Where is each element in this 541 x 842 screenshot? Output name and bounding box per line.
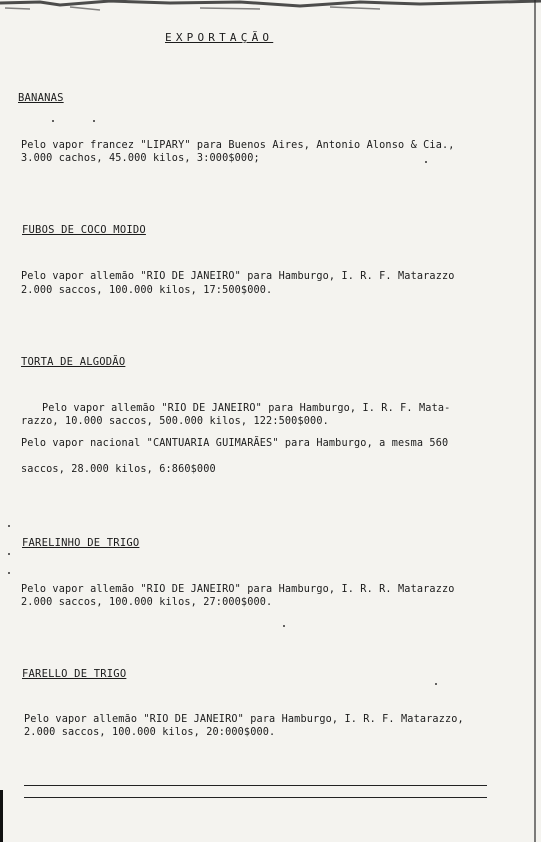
- closing-rule: [24, 785, 487, 786]
- scan-speck: [93, 120, 95, 122]
- closing-rule: [24, 797, 487, 798]
- scan-speck: [8, 525, 10, 527]
- section-text-line: razzo, 10.000 saccos, 500.000 kilos, 122:500$000.: [21, 416, 329, 427]
- section-text-line: Pelo vapor allemão "RIO DE JANEIRO" para Hamburgo, I. R. F. Mata-: [42, 403, 451, 414]
- section-heading-fubos-de-coco-moido: FUBOS DE COCO MOIDO: [22, 224, 146, 236]
- scan-speck: [8, 572, 10, 574]
- section-text-line: Pelo vapor francez "LIPARY" para Buenos Aires, Antonio Alonso & Cia.,: [21, 140, 455, 151]
- section-text-line: 2.000 saccos, 100.000 kilos, 17:500$000.: [21, 285, 273, 296]
- scan-speck: [283, 625, 285, 627]
- scan-speck: [8, 553, 10, 555]
- section-heading-farelinho-de-trigo: FARELINHO DE TRIGO: [22, 537, 140, 549]
- section-heading-torta-de-algodao: TORTA DE ALGODÃO: [21, 356, 126, 368]
- scan-right-edge: [534, 0, 536, 842]
- section-text-line: Pelo vapor allemão "RIO DE JANEIRO" para Hamburgo, I. R. F. Matarazzo,: [24, 714, 464, 725]
- section-text-line: Pelo vapor allemão "RIO DE JANEIRO" para Hamburgo, I. R. R. Matarazzo: [21, 584, 455, 595]
- section-heading-bananas: BANANAS: [18, 92, 64, 104]
- section-text-line: saccos, 28.000 kilos, 6:860$000: [21, 464, 216, 475]
- scan-speck: [52, 120, 54, 122]
- scan-margin-mark: [0, 790, 3, 842]
- page-title: EXPORTAÇÃO: [165, 31, 274, 44]
- scan-speck: [425, 161, 427, 163]
- section-text-line: Pelo vapor nacional "CANTUARIA GUIMARÃES" para Hamburgo, a mesma 560: [21, 438, 449, 449]
- scan-speck: [435, 683, 437, 685]
- section-heading-farello-de-trigo: FARELLO DE TRIGO: [22, 668, 127, 680]
- section-text-line: Pelo vapor allemão "RIO DE JANEIRO" para Hamburgo, I. R. F. Matarazzo: [21, 271, 455, 282]
- section-text-line: 2.000 saccos, 100.000 kilos, 27:000$000.: [21, 597, 273, 608]
- section-text-line: 2.000 saccos, 100.000 kilos, 20:000$000.: [24, 727, 276, 738]
- section-text-line: 3.000 cachos, 45.000 kilos, 3:000$000;: [21, 153, 260, 164]
- scan-edge-noise: [0, 0, 541, 14]
